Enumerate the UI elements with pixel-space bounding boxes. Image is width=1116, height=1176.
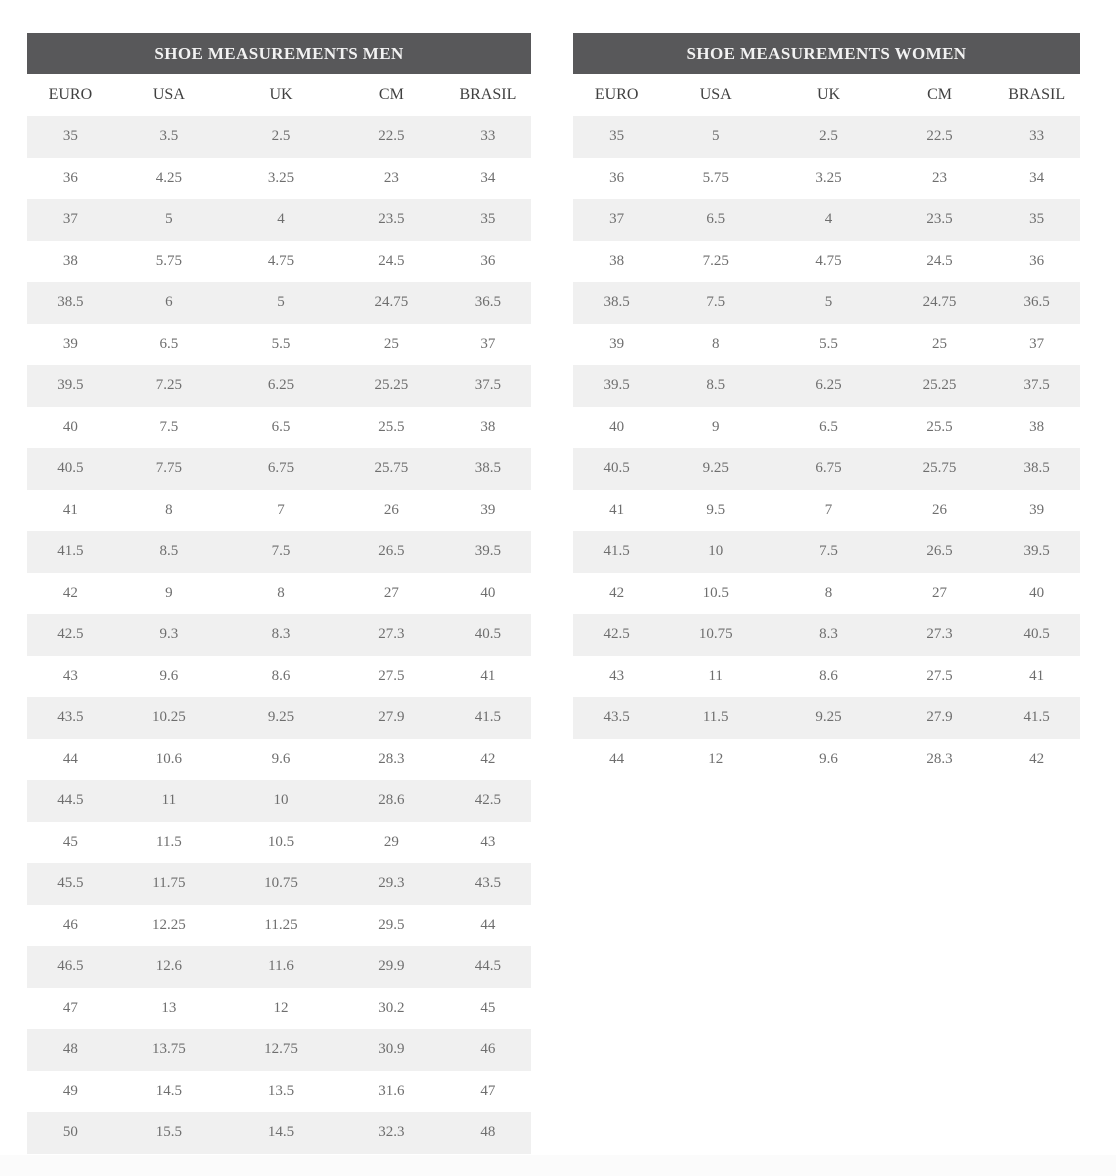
size-cell: 11.5 [702,709,729,726]
size-cell: 43 [609,667,625,684]
table-title-row [27,33,531,74]
size-cell: 35 [1029,211,1045,228]
size-cell: 10 [708,543,724,560]
size-cell: 38.5 [1023,460,1050,477]
size-cell: 7.25 [702,252,729,269]
size-cell: 39 [609,335,625,352]
size-cell: 12 [273,999,289,1016]
size-row [573,614,1080,656]
size-cell: 33 [480,128,496,145]
size-cell: 44 [609,750,625,767]
size-row [27,1071,531,1113]
size-cell: 30.9 [378,1041,405,1058]
size-row [573,531,1080,573]
size-cell: 26.5 [378,543,405,560]
size-row [573,573,1080,615]
size-cell: 8.6 [271,667,291,684]
size-cell: 27.3 [378,626,405,643]
size-cell: 22.5 [378,128,405,145]
size-cell: 7.75 [155,460,182,477]
size-cell: 9.25 [267,709,295,726]
size-cell: 5.75 [702,169,729,186]
size-cell: 22.5 [926,128,953,145]
size-cell: 41.5 [1023,709,1050,726]
size-cell: 45 [480,999,496,1016]
size-cell: 7.5 [271,543,291,560]
size-cell: 43.5 [603,709,630,726]
column-header-cm: CM [886,74,993,116]
size-cell: 6.75 [267,460,295,477]
size-cell: 25.25 [374,377,409,394]
size-row [27,988,531,1030]
size-cell: 39.5 [57,377,84,394]
size-cell: 41 [62,501,78,518]
size-row [27,697,531,739]
size-cell: 8 [165,501,173,518]
size-cell: 12 [708,750,724,767]
bottom-strip [0,1155,1116,1176]
size-row [573,490,1080,532]
column-header-row [27,74,531,116]
size-cell: 9.25 [702,460,729,477]
column-header-uk: UK [224,74,338,116]
size-row [573,365,1080,407]
size-cell: 25.5 [926,418,953,435]
size-cell: 6.75 [815,460,842,477]
size-cell: 10.25 [152,709,186,726]
size-cell: 25.75 [374,460,409,477]
size-cell: 37.5 [1023,377,1050,394]
size-row [573,697,1080,739]
size-cell: 9.6 [271,750,291,767]
size-row [27,531,531,573]
size-cell: 38.5 [474,460,502,477]
size-cell: 41.5 [474,709,502,726]
table-title-men: SHOE MEASUREMENTS MEN [27,33,531,74]
size-cell: 32.3 [378,1124,405,1141]
size-cell: 39.5 [474,543,502,560]
column-header-usa: USA [660,74,771,116]
size-row [27,324,531,366]
size-cell: 8 [711,335,720,352]
size-cell: 31.6 [378,1082,405,1099]
size-cell: 43 [480,833,496,850]
size-cell: 9.3 [159,626,179,643]
size-cell: 8.5 [706,377,726,394]
size-cell: 39 [62,335,78,352]
column-header-row [573,74,1080,116]
size-cell: 6.25 [815,377,842,394]
size-cell: 36 [1029,252,1045,269]
size-cell: 12.6 [155,958,182,975]
size-cell: 23.5 [926,211,953,228]
size-cell: 34 [1029,169,1045,186]
size-cell: 28.3 [926,750,953,767]
size-cell: 41.5 [603,543,630,560]
size-cell: 24.75 [374,294,409,311]
size-row [27,780,531,822]
size-cell: 36.5 [1023,294,1050,311]
size-cell: 5.5 [271,335,291,352]
size-cell: 10 [273,792,289,809]
size-cell: 43.5 [474,875,502,892]
size-cell: 13.5 [267,1082,295,1099]
size-row [27,573,531,615]
size-cell: 45.5 [57,875,84,892]
size-cell: 7.5 [819,543,838,560]
size-cell: 46 [62,916,78,933]
size-cell: 37 [480,335,496,352]
size-cell: 8.5 [159,543,179,560]
size-cell: 48 [480,1124,496,1141]
size-cell: 40 [62,418,78,435]
size-cell: 8.3 [819,626,838,643]
size-cell: 24.5 [926,252,953,269]
size-cell: 23 [932,169,948,186]
size-cell: 23.5 [378,211,405,228]
size-cell: 38 [480,418,496,435]
size-cell: 10.75 [264,875,298,892]
size-row [27,407,531,449]
size-row [27,158,531,200]
size-row [27,1112,531,1154]
size-cell: 6 [165,294,173,311]
size-row [573,407,1080,449]
size-cell: 7 [277,501,285,518]
size-cell: 11.6 [268,958,294,975]
size-cell: 3.25 [815,169,842,186]
size-cell: 10.75 [698,626,733,643]
size-row [27,490,531,532]
size-row [573,448,1080,490]
size-cell: 29 [383,833,399,850]
size-cell: 46.5 [57,958,84,975]
size-cell: 41 [609,501,625,518]
size-cell: 38.5 [57,294,84,311]
size-cell: 14.5 [155,1082,182,1099]
size-cell: 12.25 [152,916,186,933]
size-cell: 38 [1029,418,1045,435]
size-cell: 9.5 [706,501,726,518]
size-cell: 44.5 [57,792,84,809]
size-cell: 25 [383,335,399,352]
size-cell: 43.5 [57,709,84,726]
size-cell: 38 [62,252,78,269]
size-row [573,116,1080,158]
size-cell: 13 [161,999,177,1016]
size-cell: 39 [1029,501,1045,518]
size-cell: 24.75 [922,294,957,311]
size-cell: 9 [165,584,173,601]
table-title-women: SHOE MEASUREMENTS WOMEN [573,33,1080,74]
size-cell: 36 [480,252,496,269]
size-row [573,241,1080,283]
size-cell: 44 [62,750,78,767]
size-row [573,324,1080,366]
size-cell: 10.5 [702,584,729,601]
size-cell: 27.9 [926,709,953,726]
size-cell: 46 [480,1041,496,1058]
size-cell: 30.2 [378,999,405,1016]
size-cell: 11.5 [156,833,182,850]
size-cell: 25.25 [922,377,957,394]
size-cell: 2.5 [271,128,291,145]
size-cell: 25.75 [922,460,957,477]
column-header-usa: USA [114,74,224,116]
size-cell: 9.6 [159,667,179,684]
size-cell: 40.5 [1023,626,1050,643]
size-cell: 29.3 [378,875,405,892]
column-header-euro: EURO [27,74,114,116]
size-cell: 13.75 [152,1041,186,1058]
shoe-size-table-men [27,33,531,1154]
size-cell: 9 [711,418,720,435]
size-cell: 26.5 [926,543,953,560]
size-cell: 29.9 [378,958,405,975]
size-cell: 41.5 [57,543,84,560]
size-cell: 15.5 [155,1124,182,1141]
size-cell: 3.25 [267,169,295,186]
size-row [573,739,1080,781]
size-cell: 41 [480,667,496,684]
size-cell: 12.75 [264,1041,298,1058]
size-row [27,656,531,698]
table-body-men [27,116,531,1154]
size-row [573,199,1080,241]
size-cell: 41 [1029,667,1045,684]
size-cell: 9.25 [815,709,842,726]
column-header-uk: UK [771,74,886,116]
size-cell: 38.5 [603,294,630,311]
size-cell: 11 [161,792,177,809]
size-cell: 4.75 [815,252,842,269]
size-cell: 7.5 [706,294,726,311]
shoe-size-table-women [573,33,1080,780]
size-cell: 44 [480,916,496,933]
size-cell: 5 [165,211,173,228]
size-row [573,282,1080,324]
size-cell: 8 [824,584,833,601]
size-cell: 37 [62,211,78,228]
size-cell: 26 [383,501,399,518]
size-cell: 47 [62,999,78,1016]
size-cell: 45 [62,833,78,850]
size-cell: 28.3 [378,750,405,767]
size-cell: 5.75 [155,252,182,269]
size-cell: 9.6 [819,750,838,767]
size-cell: 8.3 [271,626,291,643]
size-cell: 42 [480,750,496,767]
size-cell: 27 [383,584,399,601]
size-cell: 36 [609,169,625,186]
size-cell: 40.5 [474,626,502,643]
size-cell: 42.5 [57,626,84,643]
size-cell: 48 [62,1041,78,1058]
size-cell: 6.25 [267,377,295,394]
size-cell: 42 [1029,750,1045,767]
size-cell: 24.5 [378,252,405,269]
size-cell: 3.5 [159,128,179,145]
size-cell: 11.25 [264,916,298,933]
size-cell: 5.5 [819,335,838,352]
size-row [27,822,531,864]
size-cell: 40.5 [603,460,630,477]
size-cell: 27.5 [926,667,953,684]
size-cell: 27 [932,584,948,601]
size-row [27,241,531,283]
size-cell: 50 [62,1124,78,1141]
size-cell: 39 [480,501,496,518]
size-cell: 25.5 [378,418,405,435]
size-cell: 10.6 [155,750,182,767]
size-cell: 5 [277,294,285,311]
size-cell: 42 [609,584,625,601]
size-cell: 25 [932,335,948,352]
size-row [27,448,531,490]
size-cell: 8 [277,584,285,601]
size-cell: 42.5 [474,792,502,809]
size-row [573,158,1080,200]
size-cell: 4.75 [267,252,295,269]
size-cell: 40.5 [57,460,84,477]
size-cell: 4.25 [155,169,182,186]
size-row [573,656,1080,698]
size-cell: 38 [609,252,625,269]
size-cell: 35 [609,128,625,145]
size-cell: 23 [383,169,399,186]
size-row [27,199,531,241]
size-row [27,365,531,407]
size-row [27,863,531,905]
size-cell: 37 [1029,335,1045,352]
size-cell: 4 [277,211,285,228]
size-row [27,946,531,988]
size-cell: 6.5 [271,418,291,435]
column-header-brasil: BRASIL [993,74,1080,116]
size-cell: 11.75 [152,875,186,892]
size-cell: 27.9 [378,709,405,726]
column-header-brasil: BRASIL [445,74,531,116]
size-cell: 49 [62,1082,78,1099]
size-cell: 26 [932,501,948,518]
size-cell: 10.5 [267,833,295,850]
size-cell: 40 [1029,584,1045,601]
size-cell: 7.5 [159,418,179,435]
size-row [27,905,531,947]
size-cell: 5 [824,294,833,311]
column-header-euro: EURO [573,74,660,116]
column-header-cm: CM [338,74,445,116]
size-cell: 4 [824,211,833,228]
size-cell: 5 [711,128,720,145]
size-cell: 2.5 [819,128,838,145]
table-body-women [573,116,1080,780]
size-cell: 7.25 [155,377,182,394]
size-cell: 36 [62,169,78,186]
size-cell: 44.5 [474,958,502,975]
size-cell: 6.5 [819,418,838,435]
size-cell: 37.5 [474,377,502,394]
table-title-row [573,33,1080,74]
size-cell: 6.5 [159,335,179,352]
size-row [27,739,531,781]
size-cell: 37 [609,211,625,228]
size-cell: 6.5 [706,211,726,228]
size-cell: 43 [62,667,78,684]
size-cell: 36.5 [474,294,502,311]
size-cell: 35 [62,128,78,145]
size-cell: 29.5 [378,916,405,933]
size-cell: 40 [609,418,625,435]
size-cell: 39.5 [603,377,630,394]
size-cell: 42 [62,584,78,601]
size-row [27,116,531,158]
size-row [27,614,531,656]
size-cell: 27.3 [926,626,953,643]
size-cell: 11 [708,667,723,684]
size-cell: 47 [480,1082,496,1099]
size-cell: 42.5 [603,626,630,643]
size-row [27,1029,531,1071]
size-cell: 7 [824,501,833,518]
size-cell: 8.6 [819,667,838,684]
size-cell: 35 [480,211,496,228]
size-row [27,282,531,324]
size-cell: 39.5 [1023,543,1050,560]
size-cell: 34 [480,169,496,186]
size-cell: 27.5 [378,667,405,684]
size-cell: 33 [1029,128,1045,145]
size-cell: 40 [480,584,496,601]
size-cell: 14.5 [267,1124,295,1141]
size-cell: 28.6 [378,792,405,809]
